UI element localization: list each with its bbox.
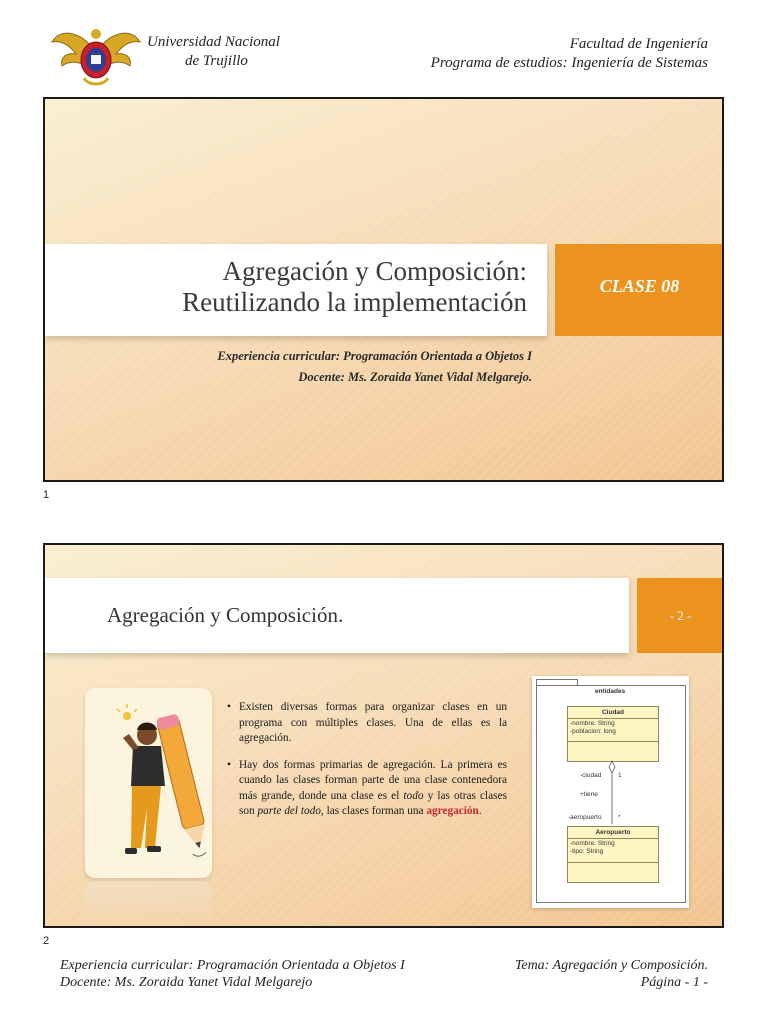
uml-class-ciudad: [567, 706, 659, 762]
bullet-marker: •: [227, 701, 231, 713]
uml-divider: [568, 862, 658, 863]
bullet2-end: .: [478, 805, 482, 817]
uml-multiplicity-1: 1: [618, 772, 622, 779]
university-line1: Universidad Nacional: [147, 34, 280, 50]
teacher-name: Docente: Ms. Zoraida Yanet Vidal Melgarejo.: [298, 370, 532, 384]
faculty-name: Facultad de Ingeniería: [569, 36, 708, 52]
uml-attr: -nombre: String: [570, 840, 615, 847]
uml-multiplicity-many: *: [618, 814, 621, 821]
slide-number-2: 2: [43, 935, 50, 947]
person-with-pencil-illustration: [85, 688, 212, 878]
bullet-text-2: [239, 758, 507, 820]
uml-attr: -nombre: String: [570, 720, 615, 727]
slide-subtitle: [45, 346, 532, 388]
faculty-info: [368, 35, 708, 73]
bullet-item-2: [227, 758, 507, 820]
class-badge-label: CLASE 08: [599, 276, 680, 296]
uml-aggregation-line: [532, 760, 689, 824]
uml-class-aeropuerto: [567, 826, 659, 883]
footer-teacher: Docente: Ms. Zoraida Yanet Vidal Melgarejo: [60, 975, 313, 990]
uml-package-name: entidades: [594, 688, 626, 695]
slide2-page-badge-label: - 2 -: [669, 608, 692, 623]
footer-left: [60, 957, 480, 991]
uml-class-aeropuerto-attrs: [568, 839, 658, 856]
class-badge: [555, 244, 724, 336]
bullet2-text-c: , las clases forman una: [320, 805, 427, 817]
bullet-text-1: Existen diversas formas para organizar clases en un programa con múltiples clases. Una de ellas es la agregación.: [239, 701, 507, 744]
bullet-item-1: [227, 700, 507, 747]
footer-topic: Tema: Agregación y Composición.: [514, 958, 708, 973]
bullet2-emphasis-parte: parte del todo: [257, 805, 321, 817]
footer-page: Página - 1 -: [640, 975, 708, 990]
slide-2: [43, 543, 724, 928]
bullet-marker: •: [227, 758, 231, 771]
bullet2-text-b: y las otras clases son: [239, 789, 507, 817]
slide-title-line1: Agregación y Composición:: [222, 256, 527, 286]
footer-right: [448, 957, 708, 991]
uml-class-ciudad-attrs: [568, 719, 658, 736]
footer-course: Experiencia curricular: Programación Orientada a Objetos I: [60, 958, 405, 973]
uml-association-name: +tiene: [580, 791, 598, 798]
bullet2-emphasis-todo: todo: [403, 789, 424, 802]
uml-divider: [568, 741, 658, 742]
uml-attr: -poblacion: long: [570, 728, 616, 735]
university-name: [147, 33, 307, 71]
slide2-title: Agregación y Composición.: [107, 603, 344, 627]
slide-number-1: 1: [43, 489, 50, 501]
slide-title-line2: Reutilizando la implementación: [182, 287, 527, 317]
uml-diagram: [532, 676, 689, 908]
illustration-card: [85, 688, 212, 878]
bullet-list: [227, 700, 507, 820]
uml-attr: -tipo: String: [570, 848, 604, 855]
program-name: Programa de estudios: Ingeniería de Sistemas: [430, 55, 708, 71]
bullet2-highlight: agregación: [426, 805, 479, 817]
illustration-reflection: [85, 881, 212, 926]
uml-role-aeropuerto: -aeropuerto: [568, 814, 602, 821]
university-logo: [50, 22, 142, 90]
slide2-page-badge: [637, 578, 724, 653]
uml-class-ciudad-name: Ciudad: [568, 707, 658, 719]
slide-title: [45, 256, 527, 318]
course-name: Experiencia curricular: Programación Orientada a Objetos I: [217, 349, 532, 363]
bullet2-text-a: Hay dos formas primarias de agregación. La primera es cuando las clases forman parte de una clase contenedora más grande, donde una clase es el: [239, 758, 507, 802]
uml-role-ciudad: -ciudad: [580, 772, 602, 779]
slide-1: [43, 97, 724, 482]
uml-class-aeropuerto-name: Aeropuerto: [568, 827, 658, 839]
university-line2: de Trujillo: [185, 53, 248, 69]
